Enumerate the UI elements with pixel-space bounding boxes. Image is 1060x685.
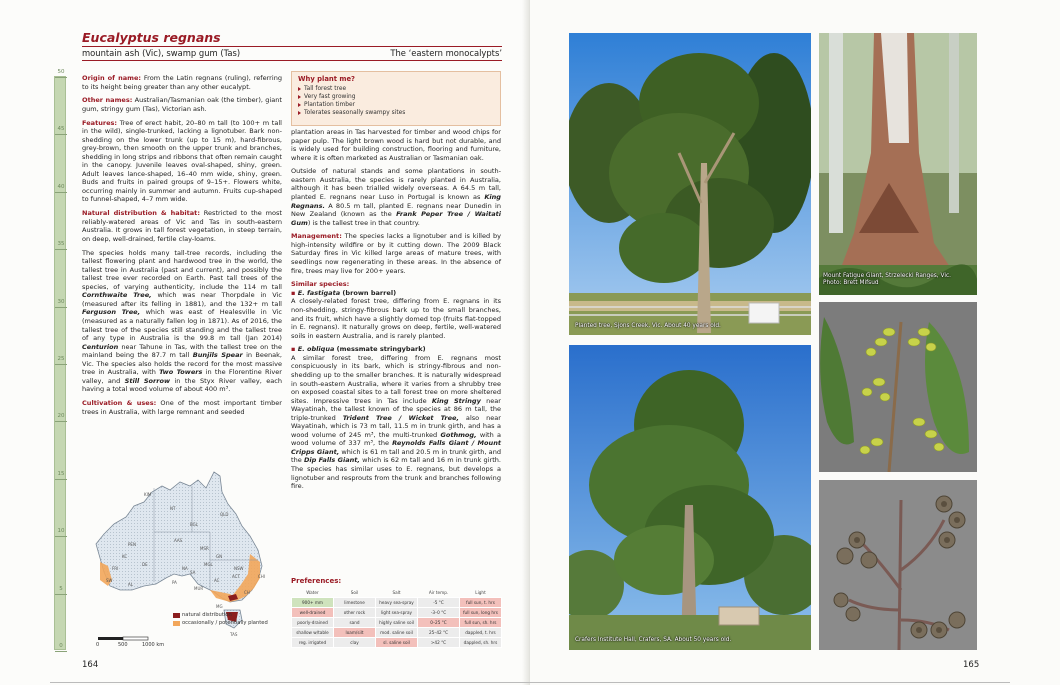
australia-map-svg	[82, 462, 280, 658]
tree-name: Dip Falls Giant,	[303, 456, 360, 465]
outside-paragraph	[291, 167, 501, 227]
tree-name: Reynolds Falls Giant / Mount Cripps Giant,	[291, 439, 501, 456]
similar-species-label: Similar species:	[291, 280, 350, 289]
preferences-cell: dappled, sh. hrs	[460, 638, 502, 648]
obliqua-text: near Wayatinah, the tallest known of the species at 86 m tall, the triple-trunked	[291, 396, 501, 422]
map-region-label: MGL	[204, 562, 213, 567]
scale-tick	[55, 364, 67, 365]
features-text: Tree of erect habit, 20–80 m tall (to 100+ m tall in the wild), single-trunked, lacking a lignotuber. Bark non-shedding on the lower trunk (up to 15 m), hard-fibrous, grey-brown, then smooth on the upper trunk and branches, shedding in long strips and ribbons that often remain caught in the canopy. Juvenile leaves oval-shaped, shiny, green. Adult leaves lance-shaped, 16–40 mm wide, shiny, green. Buds and fruits in paired groups of 9–15+. Flowers white, occurring mainly in summer and autumn. Fruits cup-shaped to funnel-shaped, 4–7 mm wide.	[82, 118, 282, 204]
tree-name: King Stringy	[431, 396, 481, 405]
map-region-label: TAS	[230, 632, 238, 637]
tree-name: Frank Peper Tree / Waitati Gum	[291, 210, 501, 227]
preferences-cell: 0–25 °C	[418, 617, 460, 627]
scale-tick	[55, 192, 67, 193]
map-region-label: NT	[170, 506, 176, 511]
scale-tick	[55, 307, 67, 308]
records-paragraph	[82, 249, 282, 394]
preferences-cell: heavy sea-spray	[376, 597, 418, 607]
similar-species-common: (brown barrel)	[340, 288, 397, 297]
tree-name: Two Towers	[159, 368, 203, 377]
scale-label: 50	[57, 69, 65, 75]
preferences-cell: -3–0 °C	[418, 607, 460, 617]
map-region-label: NA	[182, 566, 188, 571]
preferences-cell: reg. irrigated	[292, 638, 334, 648]
scale-label: 25	[57, 356, 65, 362]
left-text-column	[82, 74, 282, 421]
other-names-label: Other names:	[82, 96, 133, 105]
uses-label: Cultivation & uses:	[82, 399, 157, 408]
uses-continued-paragraph: plantation areas in Tas harvested for timber and wood chips for paper pulp. The light brown wood is hard but not durable, and is widely used for building construction, flooring and furniture, where it is often marketed as Australian or Tasmanian oak.	[291, 128, 501, 162]
preferences-cell: dappled, t. hrs	[460, 628, 502, 638]
preferences-cell: clay	[334, 638, 376, 648]
common-names: mountain ash (Vic), swamp gum (Tas)	[82, 48, 241, 58]
outside-text: ) is the tallest tree in that country.	[307, 218, 420, 227]
map-region-label: CHI	[258, 574, 265, 579]
mainland-outline	[96, 472, 262, 602]
outside-text: A 80.5 m tall, planted E. regnans near Dunedin in New Zealand (known as the	[291, 201, 501, 219]
title-rule	[82, 46, 502, 47]
preferences-cell: poorly-drained	[292, 617, 334, 627]
why-plant-me-title: Why plant me?	[298, 75, 356, 83]
map-region-label: ACT	[232, 574, 240, 579]
obliqua-text: also near Wayatinah, which is 73 m tall, 11.5 m in trunk girth, and has a wood volume of 245 m³, the multi-trunked	[291, 413, 501, 439]
map-region-label: MG	[216, 604, 223, 609]
obliqua-text: A similar forest tree, differing from E. regnans most conspicuously in its bark, which is stringy-fibrous and non-shedding up to the smaller branches. It is naturally widespread in south-eastern Australia, where it varies from a shrubby tree on exposed coastal sites to a tall forest tree on more sheltered sites. Impressive trees in Tas include	[291, 353, 501, 405]
scale-label-1000: 1000 km	[142, 642, 165, 648]
preferences-row	[292, 597, 502, 607]
records-text: in Beenak, Vic. The species also holds the record for the most massive tree in Australia, with	[82, 351, 283, 377]
tree-name: Centurion	[82, 342, 119, 351]
tree-name: Bunjils Spear	[192, 351, 243, 360]
obliqua-paragraph	[291, 345, 501, 490]
preferences-row	[292, 638, 502, 648]
map-region-label: PA	[172, 580, 177, 585]
fastigata-paragraph	[291, 280, 501, 340]
scale-label: 45	[57, 126, 65, 133]
scale-label-500: 500	[118, 642, 128, 648]
legend-natural	[182, 612, 232, 618]
records-text: in the Florentine River valley, and	[82, 368, 283, 385]
preferences-cell: loam/silt	[334, 628, 376, 638]
scale-tick	[55, 77, 67, 78]
map-region-label: NSW	[234, 566, 244, 571]
preferences-cell: full sun, sh. hrs	[460, 617, 502, 627]
distribution-text: Restricted to the most reliably-watered areas of Vic and Tas in south-eastern Australia. It grows in tall forest vegetation, in steep terrain, on deep, well-drained, fertile clay-loams.	[82, 209, 282, 243]
records-text: which was near Thorpdale in Vic (measured after its felling in 1881), and the 132+ m tall	[82, 291, 282, 308]
map-region-label: BGL	[190, 522, 199, 527]
obliqua-text: which is 61 m tall and 20.5 m in trunk girth, and the	[291, 447, 502, 465]
preferences-table	[291, 589, 502, 648]
map-region-label: SA	[190, 570, 196, 575]
bottom-rule	[50, 682, 1010, 683]
section-tag: The ‘eastern monocalypts’	[390, 48, 502, 58]
uses-paragraph	[82, 399, 282, 416]
tree-name: King Regnans.	[291, 193, 501, 210]
distribution-map	[82, 462, 280, 658]
preferences-cell: sl. saline soil	[376, 638, 418, 648]
photo-caption: Mount Fatigue Giant, Strzelecki Ranges, Vic. Photo: Brett Mifsud	[823, 273, 951, 287]
other-names-paragraph	[82, 96, 282, 113]
scale-label: 5	[59, 585, 63, 592]
preferences-header: Salt	[392, 590, 401, 596]
outside-text: Outside of natural stands and some plantations in south-eastern Australia, the species is rarely planted in Australia, although it has been trialled widely overseas. A 64.5 m tall, planted E. regnans near Luso in Portugal is known as	[291, 167, 501, 202]
scale-label: 0	[59, 643, 63, 649]
map-region-label: CH	[244, 590, 250, 595]
records-text: near Tahune in Tas, with the tallest tree on the mainland being the 87.7 m tall	[82, 342, 282, 360]
preferences-cell: mod. saline soil	[376, 628, 418, 638]
species-title: Eucalyptus regnans	[82, 30, 221, 45]
records-text: in the Styx River valley, each having a total wood volume of about 400 m³.	[82, 376, 282, 394]
photo-crafers-tree	[569, 345, 811, 650]
header-rule	[82, 60, 502, 61]
records-text: The species holds many tall-tree records, including the tallest flowering plant and hardwood tree in the world, the tallest tree in Australia (past and current), and possibly the tallest tree ever recorded on Earth. Past tall trees of the species, of varying authenticity, include the 114 m tall	[82, 248, 282, 291]
photo-caption: Planted tree, Sjons Creek, Vic. About 40 years old.	[575, 323, 721, 329]
preferences-cell: full sun, t. hrs	[460, 597, 502, 607]
origin-paragraph	[82, 74, 282, 91]
page-number-right: 165	[963, 660, 980, 670]
legend-occasional	[182, 620, 268, 626]
why-item: Tall forest tree	[298, 85, 494, 93]
features-label: Features:	[82, 118, 118, 127]
origin-label: Origin of name:	[82, 74, 142, 82]
preferences-cell: sand	[334, 617, 376, 627]
photo-mount-fatigue-giant	[819, 33, 977, 295]
preferences-cell: highly saline soil	[376, 617, 418, 627]
other-names-text: Australian/Tasmanian oak (the timber), giant gum, stringy gum (Tas), Victorian ash.	[82, 96, 282, 113]
tree-name: Cornthwaite Tree,	[82, 291, 152, 300]
legend-natural-text: natural distribution	[182, 612, 232, 618]
preferences-title: Preferences:	[291, 577, 342, 585]
photo-fruits	[819, 480, 977, 650]
page-number-left: 164	[82, 660, 99, 670]
preferences-header-row	[292, 589, 502, 597]
scale-label: 15	[57, 470, 65, 477]
scale-tick	[55, 421, 67, 422]
map-region-label: KIM	[144, 492, 152, 497]
similar-species-name: E. fastigata	[297, 288, 341, 297]
tree-name: Gothmog,	[440, 430, 477, 439]
preferences-cell: 25–42 °C	[418, 628, 460, 638]
map-region-label: SW	[106, 578, 113, 583]
scale-tick	[55, 594, 67, 595]
bullet-icon: ▪	[291, 345, 298, 354]
map-region-label: PEN	[128, 542, 136, 547]
map-region-label: KC	[122, 554, 128, 559]
why-item: Tolerates seasonally swampy sites	[298, 109, 494, 117]
scale-tick	[55, 249, 67, 250]
preferences-row	[292, 628, 502, 638]
scale-label: 10	[57, 528, 65, 535]
preferences-row	[292, 617, 502, 627]
preferences-cell: light sea-spray	[376, 607, 418, 617]
similar-species-name: E. obliqua	[297, 345, 335, 354]
preferences-header: Light	[475, 590, 486, 596]
scale-label: 35	[57, 241, 65, 248]
fastigata-text: A closely-related forest tree, differing from E. regnans in its non-shedding, stringy-fibrous bark up to the small branches, and its fruit, which have a slightly domed top (fruits flat-topped in E. regnans). It naturally grows on deep, fertile, well-watered soils in eastern Australia, and is rarely planted.	[291, 297, 501, 340]
map-region-label: FRI	[112, 566, 119, 571]
legend-swatch	[173, 613, 180, 618]
scale-label: 20	[57, 413, 65, 420]
management-text: The species lacks a lignotuber and is killed by high-intensity wildfire or by it cutting down. The 2009 Black Saturday fires in Vic killed large areas of mature trees, with seedlings now regenerating in these areas. In the absence of fire, trees may live for 200+ years.	[291, 232, 501, 275]
similar-species-common: (messmate stringybark)	[334, 345, 426, 354]
legend-occasional-text: occasionally / potentially planted	[182, 620, 268, 626]
uses-text: One of the most important timber trees in Australia, with large remnant and seeded	[82, 399, 282, 416]
bullet-icon: ▪	[291, 288, 298, 297]
tree-name: Trident Tree / Wicket Tree,	[342, 413, 459, 422]
photo-buds	[819, 302, 977, 472]
preferences-header: Soil	[350, 590, 359, 596]
preferences-cell: other rock	[334, 607, 376, 617]
obliqua-text: which is 62 m tall and 16 m in trunk girth. The species has similar uses to E. regnans, but develops a lignotuber and resprouts from the trunk and branches following fire.	[291, 456, 501, 491]
photo-planted-tree	[569, 33, 811, 335]
distribution-paragraph	[82, 209, 282, 243]
legend-swatch	[173, 621, 180, 626]
preferences-row	[292, 607, 502, 617]
obliqua-text: with a wood volume of 337 m³, the	[291, 430, 501, 448]
height-scale-bar	[54, 76, 66, 650]
map-region-label: AC	[214, 578, 220, 583]
preferences-cell: shallow w/table	[292, 628, 334, 638]
preferences-cell: full sun, long hrs	[460, 607, 502, 617]
features-paragraph	[82, 119, 282, 204]
right-page	[530, 0, 1060, 685]
scale-tick	[55, 651, 67, 652]
map-region-label: DE	[142, 562, 148, 567]
preferences-header: Water	[306, 590, 319, 596]
map-region-label: GN	[216, 554, 223, 559]
scale-tick	[55, 134, 67, 135]
map-region-label: AAS	[174, 538, 183, 543]
map-region-label: QLD	[220, 512, 229, 517]
preferences-cell: >42 °C	[418, 638, 460, 648]
tree-name: Ferguson Tree,	[82, 308, 141, 317]
scale-tick	[55, 536, 67, 537]
map-region-label: AL	[128, 582, 133, 587]
map-region-label: MUR	[194, 586, 204, 591]
preferences-cell: 900+ mm	[292, 597, 334, 607]
preferences-header: Air temp.	[428, 590, 449, 596]
scale-label: 40	[57, 183, 65, 190]
right-text-column	[291, 128, 501, 496]
preferences-cell: -5 °C	[418, 597, 460, 607]
preferences-cell: limestone	[334, 597, 376, 607]
scale-tick	[55, 479, 67, 480]
origin-text: From the Latin regnans (ruling), referring to its height being greater than any other eucalypt.	[82, 74, 282, 91]
scale-label-0: 0	[96, 642, 100, 648]
photo-caption: Crafers Institute Hall, Crafers, SA. About 50 years old.	[575, 637, 732, 643]
distribution-label: Natural distribution & habitat:	[82, 209, 200, 218]
preferences-cell: well-drained	[292, 607, 334, 617]
why-item: Plantation timber	[298, 101, 494, 109]
why-plant-me-box	[291, 71, 501, 126]
tree-name: Still Sorrow	[124, 376, 171, 385]
records-text: which was east of Healesville in Vic (measured as a naturally fallen log in 1871). As of 2016, the tallest tree of the species still standing and the tallest tree of any type in Australia is the 99.8 m tall (Jan 2014)	[82, 308, 282, 343]
why-item: Very fast growing	[298, 93, 494, 101]
management-paragraph	[291, 232, 501, 275]
scale-label: 30	[57, 298, 65, 305]
management-label: Management:	[291, 232, 342, 241]
map-region-label: MSR	[200, 546, 209, 551]
